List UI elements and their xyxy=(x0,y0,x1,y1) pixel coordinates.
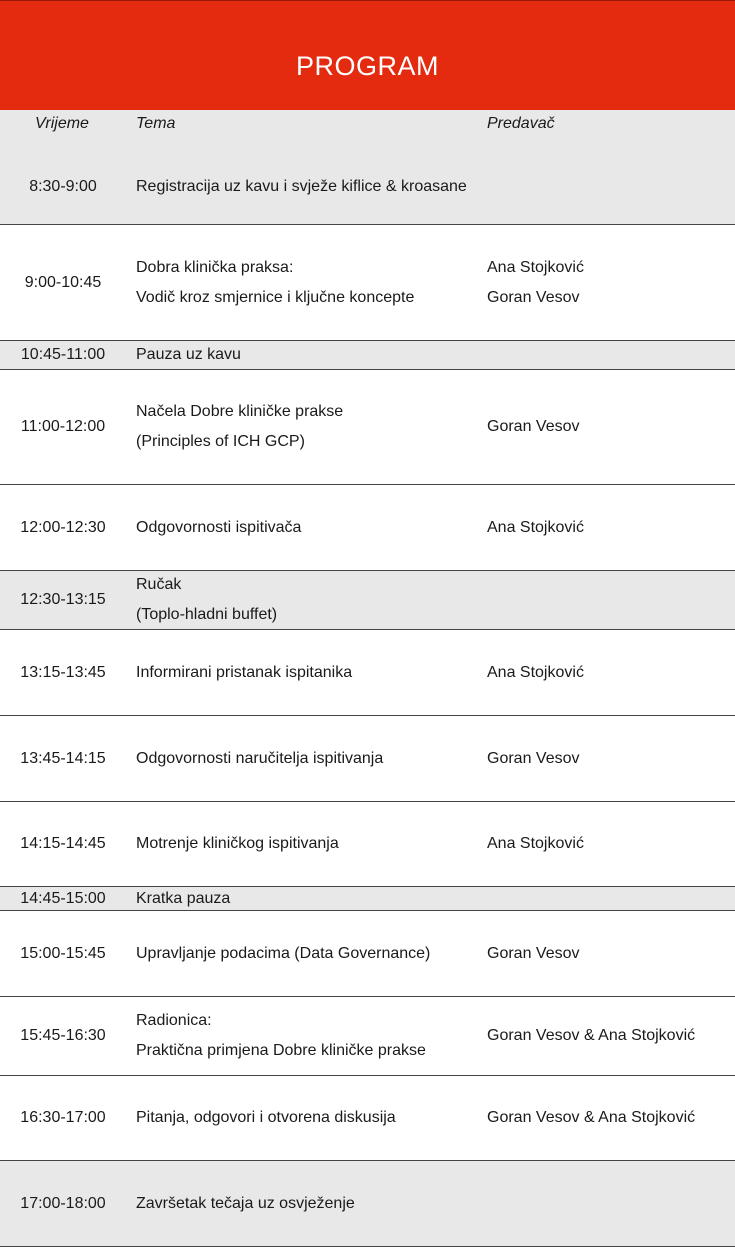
time-cell xyxy=(0,630,126,715)
speaker-cell xyxy=(487,630,732,715)
time-cell xyxy=(0,911,126,996)
time-label: 12:30-13:15 xyxy=(20,591,106,608)
topic-line: Ručak xyxy=(136,576,182,593)
column-header-row xyxy=(0,110,735,150)
schedule-row xyxy=(0,485,735,571)
program-header xyxy=(0,0,735,110)
speaker-name: Goran Vesov xyxy=(487,749,580,767)
speaker-cell xyxy=(487,716,732,801)
time-label: 15:45-16:30 xyxy=(20,1027,106,1044)
time-label: 10:45-11:00 xyxy=(20,346,106,363)
schedule-row xyxy=(0,341,735,370)
speaker-name: Ana Stojković xyxy=(487,663,584,681)
topic-line: Pauza uz kavu xyxy=(136,346,241,363)
speaker-cell xyxy=(487,370,732,484)
speaker-name: Ana Stojković xyxy=(487,518,584,536)
time-cell xyxy=(0,802,126,886)
speaker-cell xyxy=(487,911,732,996)
topic-line: Informirani pristanak ispitanika xyxy=(136,663,353,681)
topic-line: Kratka pauza xyxy=(136,889,231,907)
speaker-cell xyxy=(487,887,732,910)
topic-line: Registracija uz kavu i svježe kiflice & kroasane xyxy=(136,178,467,195)
topic-cell xyxy=(136,370,481,484)
time-label: 17:00-18:00 xyxy=(20,1194,106,1212)
schedule-row xyxy=(0,571,735,630)
schedule-row xyxy=(0,716,735,802)
time-label: 9:00-10:45 xyxy=(24,273,102,291)
topic-cell xyxy=(136,630,481,715)
topic-cell xyxy=(136,911,481,996)
column-header-topic: Tema xyxy=(136,115,176,132)
schedule-row xyxy=(0,997,735,1076)
speaker-name: Ana Stojković xyxy=(487,258,584,276)
speaker-cell xyxy=(487,1161,732,1246)
time-cell xyxy=(0,1076,126,1160)
topic-cell xyxy=(136,1161,481,1246)
column-header-speaker: Predavač xyxy=(487,115,555,132)
schedule-row xyxy=(0,1161,735,1247)
time-cell xyxy=(0,1161,126,1246)
schedule-row xyxy=(0,911,735,997)
topic-line: Završetak tečaja uz osvježenje xyxy=(136,1194,355,1212)
topic-cell xyxy=(136,571,481,629)
topic-line: Radionica: xyxy=(136,1012,212,1029)
schedule-row xyxy=(0,630,735,716)
time-cell xyxy=(0,997,126,1075)
speaker-name: Ana Stojković xyxy=(487,835,584,852)
schedule-row xyxy=(0,802,735,887)
speaker-cell xyxy=(487,225,732,340)
time-label: 14:15-14:45 xyxy=(20,835,106,852)
schedule-row xyxy=(0,1076,735,1161)
time-label: 14:45-15:00 xyxy=(20,889,106,907)
speaker-cell xyxy=(487,341,732,369)
speaker-cell xyxy=(487,485,732,570)
column-header-time: Vrijeme xyxy=(35,115,89,132)
time-label: 13:45-14:15 xyxy=(20,749,106,767)
time-cell xyxy=(0,225,126,340)
time-cell xyxy=(0,716,126,801)
topic-line: Odgovornosti ispitivača xyxy=(136,518,302,536)
topic-cell xyxy=(136,150,481,224)
time-cell xyxy=(0,887,126,910)
topic-cell xyxy=(136,802,481,886)
schedule-row xyxy=(0,370,735,485)
schedule-row xyxy=(0,887,735,911)
speaker-cell xyxy=(487,150,732,224)
topic-line: Praktična primjena Dobre kliničke prakse xyxy=(136,1042,426,1059)
topic-line: (Principles of ICH GCP) xyxy=(136,433,305,450)
time-label: 13:15-13:45 xyxy=(20,663,106,681)
topic-line: Odgovornosti naručitelja ispitivanja xyxy=(136,749,384,767)
topic-cell xyxy=(136,341,481,369)
topic-line: Dobra klinička praksa: xyxy=(136,258,294,276)
schedule-row xyxy=(0,225,735,341)
topic-line: Pitanja, odgovori i otvorena diskusija xyxy=(136,1109,396,1126)
time-label: 15:00-15:45 xyxy=(20,944,106,962)
topic-line: Vodič kroz smjernice i ključne koncepte xyxy=(136,288,415,306)
page-title: PROGRAM xyxy=(295,51,439,81)
topic-cell xyxy=(136,485,481,570)
time-label: 12:00-12:30 xyxy=(20,518,106,536)
speaker-name: Goran Vesov xyxy=(487,418,580,435)
topic-cell xyxy=(136,225,481,340)
speaker-cell xyxy=(487,997,732,1075)
time-label: 8:30-9:00 xyxy=(29,178,97,195)
speaker-cell xyxy=(487,802,732,886)
speaker-name: Goran Vesov & Ana Stojković xyxy=(487,1109,696,1126)
schedule-row xyxy=(0,150,735,225)
topic-line: Upravljanje podacima (Data Governance) xyxy=(136,944,431,962)
time-cell xyxy=(0,370,126,484)
time-label: 11:00-12:00 xyxy=(20,418,106,435)
topic-line: Načela Dobre kliničke prakse xyxy=(136,403,344,420)
topic-cell xyxy=(136,887,481,910)
time-cell xyxy=(0,485,126,570)
speaker-cell xyxy=(487,1076,732,1160)
speaker-name: Goran Vesov & Ana Stojković xyxy=(487,1027,696,1044)
topic-line: Motrenje kliničkog ispitivanja xyxy=(136,835,339,852)
speaker-cell xyxy=(487,571,732,629)
time-label: 16:30-17:00 xyxy=(20,1109,106,1126)
topic-cell xyxy=(136,1076,481,1160)
time-cell xyxy=(0,150,126,224)
topic-line: (Toplo-hladni buffet) xyxy=(136,606,278,623)
speaker-name: Goran Vesov xyxy=(487,944,580,962)
topic-cell xyxy=(136,716,481,801)
speaker-name: Goran Vesov xyxy=(487,288,580,306)
time-cell xyxy=(0,571,126,629)
topic-cell xyxy=(136,997,481,1075)
time-cell xyxy=(0,341,126,369)
